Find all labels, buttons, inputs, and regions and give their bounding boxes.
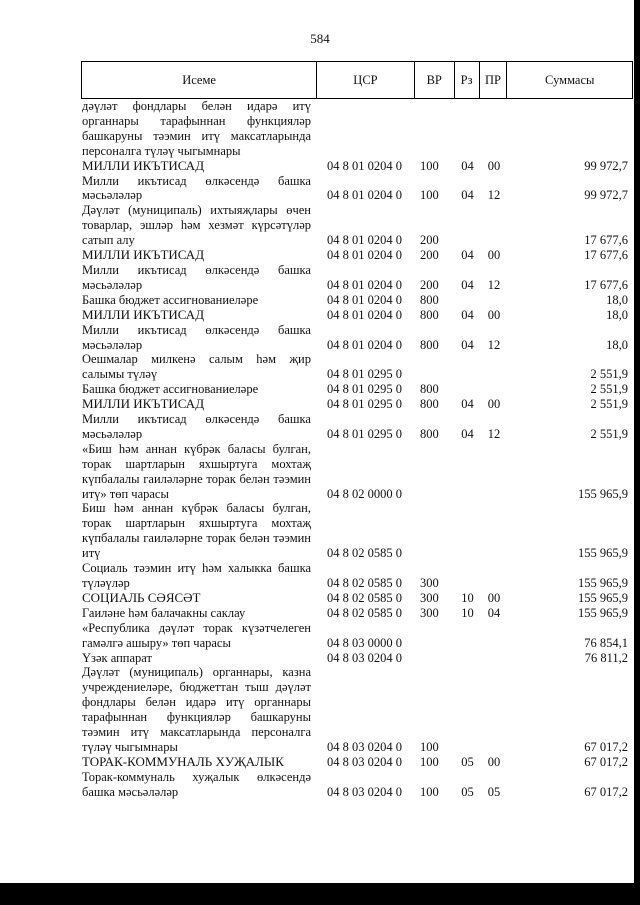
row-csr: 04 8 01 0204 0	[327, 307, 402, 322]
row-sum: 67 017,2	[584, 754, 628, 769]
row-csr: 04 8 03 0204 0	[327, 784, 402, 799]
table-row	[81, 442, 633, 502]
row-name: Дәүләт (муниципаль) ихтыяҗлары өчен товарлар, эшләр һәм хезмәт күрсәтүләр сатып алу	[82, 203, 311, 248]
row-name: Милли икътисад өлкәсендә башка мәсьәләләр	[82, 412, 311, 441]
row-sum: 99 972,7	[584, 158, 628, 173]
row-pr: 12	[487, 337, 501, 352]
table-body	[81, 99, 633, 800]
row-vr: 200	[420, 248, 439, 263]
scan-edge-bottom	[0, 883, 640, 905]
row-name: МИЛЛИ ИКЪТИСАД	[82, 306, 205, 322]
row-vr: 300	[420, 590, 439, 605]
row-rz: 05	[461, 784, 474, 799]
row-pr: 05	[487, 784, 501, 799]
header-vr: ВР	[415, 62, 455, 98]
row-pr: 00	[487, 248, 501, 263]
row-pr: 00	[487, 590, 501, 605]
table-row	[81, 591, 633, 606]
row-vr: 100	[420, 754, 439, 769]
row-sum: 2 551,9	[590, 397, 628, 412]
row-csr: 04 8 01 0204 0	[327, 188, 402, 203]
row-name: СОЦИАЛЬ СӘЯСӘТ	[82, 589, 201, 605]
row-vr: 800	[420, 397, 439, 412]
row-name: Оешмалар милкенә салым һәм җир салымы түләү	[82, 352, 311, 382]
row-csr: 04 8 03 0204 0	[327, 739, 402, 754]
row-sum: 99 972,7	[584, 188, 628, 203]
table-row	[81, 770, 633, 800]
header-pr: ПР	[480, 62, 508, 98]
row-pr: 00	[487, 754, 501, 769]
row-sum: 76 811,2	[584, 650, 628, 665]
table-row	[81, 323, 633, 353]
row-rz: 04	[461, 248, 474, 263]
row-csr: 04 8 03 0000 0	[327, 635, 402, 650]
table-row	[81, 397, 633, 412]
table-row	[81, 561, 633, 591]
row-name: ТОРАК-КОММУНАЛЬ ХУҖАЛЫК	[82, 753, 284, 769]
row-csr: 04 8 01 0295 0	[327, 426, 402, 441]
row-vr: 800	[420, 337, 439, 352]
row-rz: 10	[461, 590, 474, 605]
table-row	[81, 99, 633, 159]
row-vr: 100	[420, 784, 439, 799]
row-sum: 17 677,6	[584, 233, 628, 248]
row-rz: 04	[461, 188, 474, 203]
row-rz: 04	[461, 397, 474, 412]
row-vr: 800	[420, 426, 439, 441]
row-name: дәүләт фондлары белән идарә итү органнары тарафыннан функцияләр башкаруны тәэмин итү максатларында персоналга түләү чыгымнары	[82, 99, 311, 158]
header-sum: Суммасы	[545, 72, 595, 87]
table-row	[81, 665, 633, 754]
table-header	[81, 61, 633, 99]
row-sum: 17 677,6	[584, 248, 628, 263]
table-row	[81, 621, 633, 651]
row-rz: 04	[461, 158, 474, 173]
row-name: «Республика дәүләт торак күзәтчелеген гамәлгә ашыру» төп чарасы	[82, 620, 311, 650]
row-sum: 2 551,9	[590, 382, 628, 397]
row-pr: 04	[487, 605, 501, 620]
row-csr: 04 8 02 0585 0	[327, 546, 402, 561]
row-vr: 300	[420, 576, 439, 590]
row-name: «Биш һәм аннан күбрәк баласы булган, торак шартларын яхшыртуга мохтаҗ күпбалалы гаиләләрне торак белән тәэмин итү» төп чарасы	[82, 441, 311, 501]
table-row	[81, 308, 633, 323]
row-name: Милли икътисад өлкәсендә башка мәсьәләләр	[82, 173, 311, 203]
row-vr: 800	[420, 292, 439, 307]
row-sum: 155 965,9	[578, 576, 628, 590]
row-name: Милли икътисад өлкәсендә башка мәсьәләләр	[82, 322, 311, 352]
row-name: МИЛЛИ ИКЪТИСАД	[82, 157, 205, 173]
row-name: МИЛЛИ ИКЪТИСАД	[82, 396, 205, 412]
row-sum: 155 965,9	[578, 546, 628, 561]
row-vr: 300	[420, 605, 439, 620]
row-csr: 04 8 02 0000 0	[327, 486, 402, 501]
row-sum: 18,0	[606, 292, 628, 307]
row-pr: 00	[487, 307, 501, 322]
row-rz: 04	[461, 337, 474, 352]
table-row	[81, 755, 633, 770]
row-vr: 800	[420, 382, 439, 397]
row-vr: 100	[420, 739, 439, 754]
table-row	[81, 203, 633, 248]
row-name: Дәүләт (муниципаль) органнары, казна учреждениеләре, бюджеттан тыш дәүләт фондлары белән идарә итү органнары тарафыннан функцияләр башкаруны тәэмин итү максатларында персоналга түләү чыгымнары	[82, 665, 311, 754]
row-name: Биш һәм аннан күбрәк баласы булган, торак шартларын яхшыртуга мохтаҗ күпбалалы гаиләләрне торак белән тәэмин итү	[82, 501, 311, 561]
row-vr: 100	[420, 188, 439, 203]
page-number: 584	[310, 31, 330, 46]
table-row	[81, 382, 633, 397]
table-row	[81, 412, 633, 442]
row-rz: 05	[461, 754, 474, 769]
table-row	[81, 352, 633, 382]
row-rz: 04	[461, 426, 474, 441]
table-row	[81, 248, 633, 263]
row-rz: 04	[461, 307, 474, 322]
row-vr: 800	[420, 307, 439, 322]
row-pr: 00	[487, 397, 501, 412]
row-csr: 04 8 01 0295 0	[327, 382, 402, 397]
row-csr: 04 8 01 0204 0	[327, 233, 402, 248]
row-sum: 18,0	[606, 307, 628, 322]
scan-edge-right	[634, 0, 640, 905]
row-rz: 04	[461, 277, 474, 292]
row-pr: 12	[487, 426, 501, 441]
row-vr: 200	[420, 277, 439, 292]
header-csr: ЦСР	[317, 62, 415, 98]
row-pr: 12	[487, 277, 501, 292]
row-csr: 04 8 01 0204 0	[327, 248, 402, 263]
row-sum: 2 551,9	[590, 367, 628, 382]
header-name: Исеме	[82, 62, 317, 98]
row-sum: 67 017,2	[584, 784, 628, 799]
table-row	[81, 501, 633, 561]
table-row	[81, 263, 633, 293]
table-row	[81, 293, 633, 308]
row-csr: 04 8 03 0204 0	[327, 650, 402, 665]
row-name: МИЛЛИ ИКЪТИСАД	[82, 247, 205, 263]
row-csr: 04 8 01 0204 0	[327, 292, 402, 307]
row-csr: 04 8 01 0204 0	[327, 337, 402, 352]
row-pr: 00	[487, 158, 501, 173]
row-name: Башка бюджет ассигнованиеләре	[82, 382, 259, 397]
row-csr: 04 8 02 0585 0	[327, 590, 402, 605]
row-csr: 04 8 02 0585 0	[327, 605, 402, 620]
row-vr: 100	[420, 158, 439, 173]
table-row	[81, 159, 633, 174]
table-row	[81, 651, 633, 666]
row-csr: 04 8 01 0204 0	[327, 277, 402, 292]
row-csr: 04 8 01 0204 0	[327, 158, 402, 173]
row-name: Гаиләне һәм балачакны саклау	[82, 605, 246, 620]
table-row	[81, 174, 633, 204]
row-name: Башка бюджет ассигнованиеләре	[82, 292, 259, 307]
row-csr: 04 8 01 0295 0	[327, 397, 402, 412]
row-pr: 12	[487, 188, 501, 203]
row-sum: 155 965,9	[578, 605, 628, 620]
header-rz: Рз	[455, 62, 480, 98]
row-name: Үзәк аппарат	[82, 650, 152, 665]
row-sum: 2 551,9	[590, 426, 628, 441]
row-name: Торак-коммуналь хуҗалык өлкәсендә башка мәсьәләләр	[82, 769, 311, 799]
row-csr: 04 8 03 0204 0	[327, 754, 402, 769]
row-vr: 200	[420, 233, 439, 248]
row-sum: 155 965,9	[578, 486, 628, 501]
row-sum: 18,0	[606, 337, 628, 352]
row-name: Милли икътисад өлкәсендә башка мәсьәләләр	[82, 262, 311, 292]
row-rz: 10	[461, 605, 474, 620]
row-csr: 04 8 02 0585 0	[327, 576, 402, 590]
row-sum: 17 677,6	[584, 277, 628, 292]
table-row	[81, 606, 633, 621]
row-name: Социаль тәэмин итү һәм халыкка башка түләүләр	[82, 561, 311, 590]
row-sum: 76 854,1	[584, 635, 628, 650]
row-csr: 04 8 01 0295 0	[327, 367, 402, 382]
row-sum: 155 965,9	[578, 590, 628, 605]
budget-table	[81, 61, 633, 800]
row-sum: 67 017,2	[584, 739, 628, 754]
